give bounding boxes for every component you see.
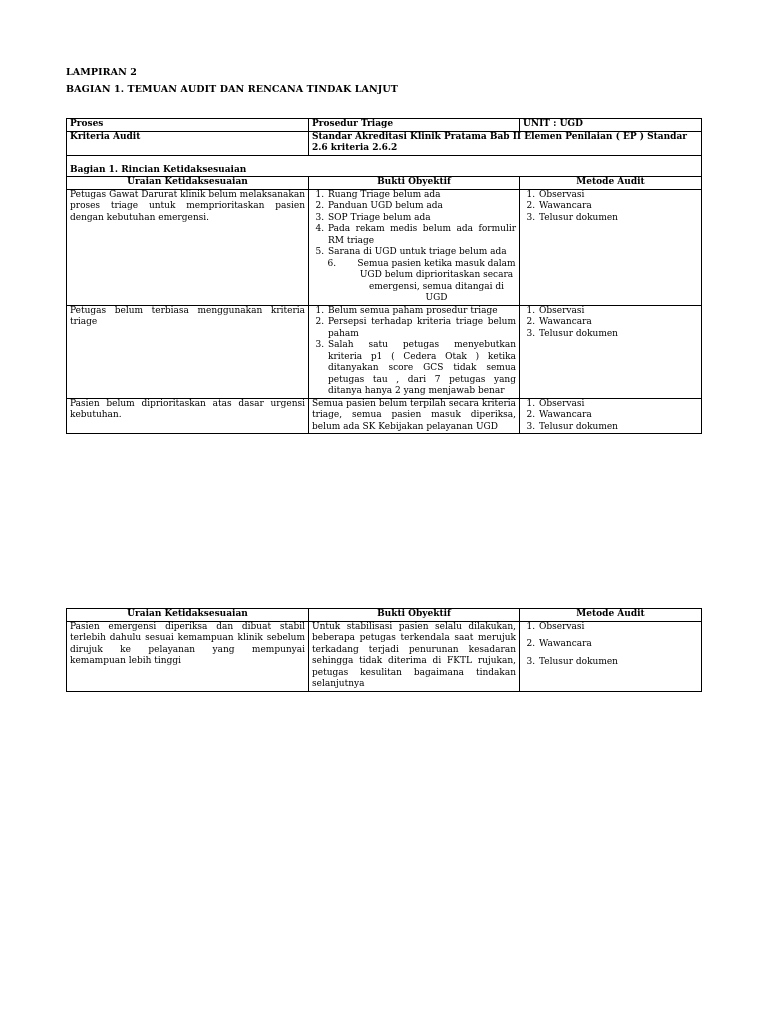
kriteria-label: Kriteria Audit — [67, 131, 309, 155]
list-item: 3. SOP Triage belum ada — [327, 213, 516, 225]
list-item: 3. Salah satu petugas menyebutkan kriteria p1 ( Cedera Otak ) ketika ditanyakan score GCS tidak semua petugas tau , dari 7 petugas yang ditanya hanya 2 yang menjawab benar — [327, 340, 516, 398]
table-row — [67, 398, 702, 434]
table-row — [67, 305, 702, 398]
doc-lampiran-label: LAMPIRAN 2 — [66, 67, 138, 78]
bukti-cell: Semua pasien belum terpilah secara kriteria triage, semua pasien masuk diperiksa, belum ada SK Kebijakan pelayanan UGD — [309, 398, 520, 434]
list-item: 1. Observasi — [538, 399, 698, 411]
list-item: 2. Panduan UGD belum ada — [327, 201, 516, 213]
list-item: 3. Telusur dokumen — [538, 657, 698, 669]
list-item: 2. Wawancara — [538, 317, 698, 329]
list-item: 5. Sarana di UGD untuk triage belum ada — [327, 247, 516, 259]
metode-cell — [520, 398, 702, 434]
list-item: 2. Wawancara — [538, 410, 698, 422]
table-header-row — [67, 177, 702, 190]
bukti-cell — [309, 189, 520, 305]
list-item: 4. Pada rekam medis belum ada formulir RM triage — [327, 224, 516, 247]
table-row — [67, 189, 702, 305]
uraian-cell: Petugas Gawat Darurat klinik belum melaksanakan proses triage untuk memprioritaskan pasien dengan kebutuhan emergensi. — [67, 189, 309, 305]
list-item: 1. Ruang Triage belum ada — [327, 190, 516, 202]
section-row — [67, 155, 702, 177]
section-title: Bagian 1. Rincian Ketidaksesuaian — [67, 155, 702, 177]
uraian-cell: Pasien emergensi diperiksa dan dibuat stabil terlebih dahulu sesuai kemampuan klinik sebelum dirujuk ke pelayanan yang mempunyai kemampuan lebih tinggi — [67, 621, 309, 691]
list-item: 3. Telusur dokumen — [538, 422, 698, 434]
kriteria-row — [67, 131, 702, 155]
header-metode: Metode Audit — [520, 177, 702, 190]
table-header-row — [67, 609, 702, 622]
kriteria-value: Standar Akreditasi Klinik Pratama Bab II Elemen Penilaian ( EP ) Standar 2.6 kriteria 2.6.2 — [309, 131, 702, 155]
table-row — [67, 621, 702, 691]
audit-findings-table-continued — [66, 608, 702, 692]
header-uraian: Uraian Ketidaksesuaian — [67, 177, 309, 190]
audit-findings-table — [66, 118, 702, 434]
list-item: 1. Belum semua paham prosedur triage — [327, 306, 516, 318]
header-uraian: Uraian Ketidaksesuaian — [67, 609, 309, 622]
list-item: 1. Observasi — [538, 622, 698, 634]
doc-section-title: BAGIAN 1. TEMUAN AUDIT DAN RENCANA TINDAK LANJUT — [66, 84, 398, 95]
list-item: 2. Persepsi terhadap kriteria triage belum paham — [327, 317, 516, 340]
proses-value: Prosedur Triage — [309, 119, 520, 132]
list-item: 2. Wawancara — [538, 639, 698, 651]
header-bukti: Bukti Obyektif — [309, 177, 520, 190]
list-item: 3. Telusur dokumen — [538, 329, 698, 341]
proses-row — [67, 119, 702, 132]
uraian-cell: Pasien belum diprioritaskan atas dasar urgensi kebutuhan. — [67, 398, 309, 434]
uraian-cell: Petugas belum terbiasa menggunakan kriteria triage — [67, 305, 309, 398]
metode-cell — [520, 621, 702, 691]
header-metode: Metode Audit — [520, 609, 702, 622]
metode-cell — [520, 189, 702, 305]
proses-label: Proses — [67, 119, 309, 132]
list-item: 6. Semua pasien ketika masuk dalam UGD belum diprioritaskan secara emergensi, semua ditangai di UGD — [339, 259, 516, 305]
bukti-cell: Untuk stabilisasi pasien selalu dilakukan, beberapa petugas terkendala saat merujuk terkadang terjadi penurunan kesadaran sehingga tidak diterima di FKTL rujukan, petugas kesulitan bagaimana tindakan selanjutnya — [309, 621, 520, 691]
header-bukti: Bukti Obyektif — [309, 609, 520, 622]
bukti-cell — [309, 305, 520, 398]
list-item: 1. Observasi — [538, 190, 698, 202]
metode-cell — [520, 305, 702, 398]
list-item: 1. Observasi — [538, 306, 698, 318]
list-item: 3. Telusur dokumen — [538, 213, 698, 225]
list-item: 2. Wawancara — [538, 201, 698, 213]
unit-value: UNIT : UGD — [520, 119, 702, 132]
